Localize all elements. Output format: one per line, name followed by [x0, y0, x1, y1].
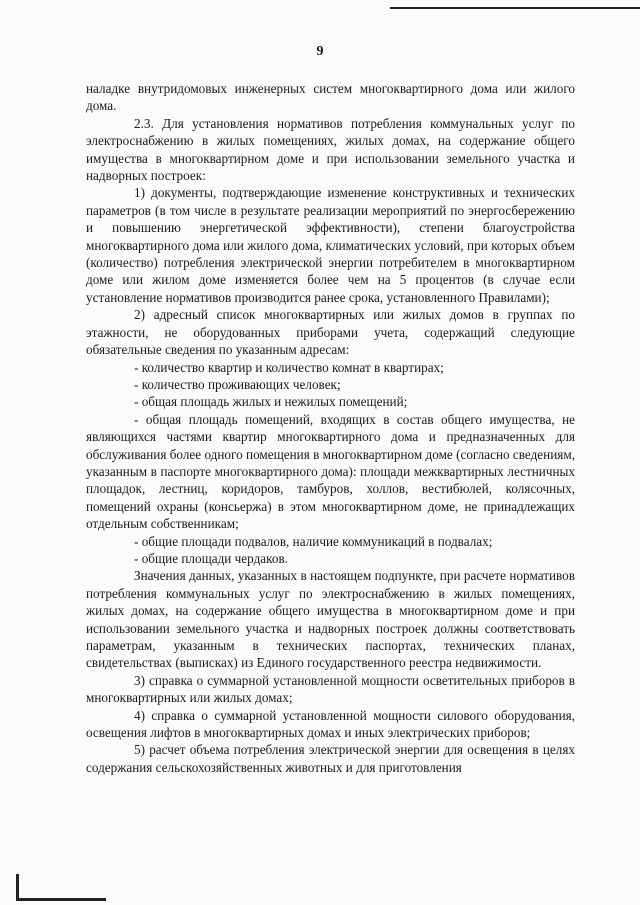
paragraph: 2) адресный список многоквартирных или жилых домов в группах по этажности, не оборудованных приборами учета, содержащий следующие обязательные сведения по указанным адресам: [86, 307, 575, 358]
paragraph: 4) справка о суммарной установленной мощности силового оборудования, освещения лифтов в многоквартирных домах и иных электрических приборов; [86, 707, 575, 741]
paragraph: - общая площадь помещений, входящих в состав общего имущества, не являющихся частями квартир многоквартирного дома и предназначенных для обслуживания более одного помещения в многоквартирном доме (согласно сведениям, указанным в паспорте многоквартирного дома): площади межквартирных лестничных площадок, лестниц, коридоров, тамбуров, холлов, вестибюлей, колясочных, помещений охраны (консьержа) в этом многоквартирном доме, не принадлежащих отдельным собственникам; [86, 411, 575, 532]
paragraph: - общая площадь жилых и нежилых помещений; [134, 394, 408, 410]
paragraph: - количество проживающих человек; [134, 376, 341, 392]
paragraph: 3) справка о суммарной установленной мощности осветительных приборов в многоквартирных или жилых домах; [86, 672, 575, 706]
paragraph: 1) документы, подтверждающие изменение конструктивных и технических параметров (в том числе в результате реализации мероприятий по энергосбережению и повышению энергетической эффективности), степени благоустройства многоквартирного дома или жилого дома, климатических условий, при которых объем (количество) потребления электрической энергии потребителем в многоквартирном доме или жилом доме изменяется более чем на 5 процентов (в случае если установление нормативов производится ранее срока, установленного Правилами); [86, 185, 575, 305]
paragraph: - общие площади подвалов, наличие коммуникаций в подвалах; [134, 533, 493, 549]
paragraph: 2.3. Для установления нормативов потребления коммунальных услуг по электроснабжению в жилых помещениях, жилых домах, на содержание общего имущества в многоквартирном доме и при использовании земельного участка и надворных построек: [86, 115, 575, 184]
scan-corner-mark [16, 874, 19, 901]
paragraph: наладке внутридомовых инженерных систем многоквартирного дома или жилого дома. [86, 81, 575, 114]
document-body [86, 80, 575, 776]
paragraph: - количество квартир и количество комнат в квартирах; [134, 359, 444, 375]
scan-corner-mark [16, 898, 106, 901]
paragraph: - общие площади чердаков. [134, 550, 288, 566]
paragraph: 5) расчет объема потребления электрической энергии для освещения в целях содержания сельскохозяйственных животных и для приготовления [86, 742, 575, 775]
paragraph: Значения данных, указанных в настоящем подпункте, при расчете нормативов потребления коммунальных услуг по электроснабжению в жилых помещениях, жилых домах, на содержание общего имущества в многоквартирном доме и при использовании земельного участка и надворных построек должны соответствовать параметрам, указанным в технических паспортах, технических планах, свидетельствах (выписках) из Единого государственного реестра недвижимости. [86, 568, 575, 671]
page-number: 9 [316, 44, 324, 59]
scan-edge-mark [390, 7, 640, 9]
